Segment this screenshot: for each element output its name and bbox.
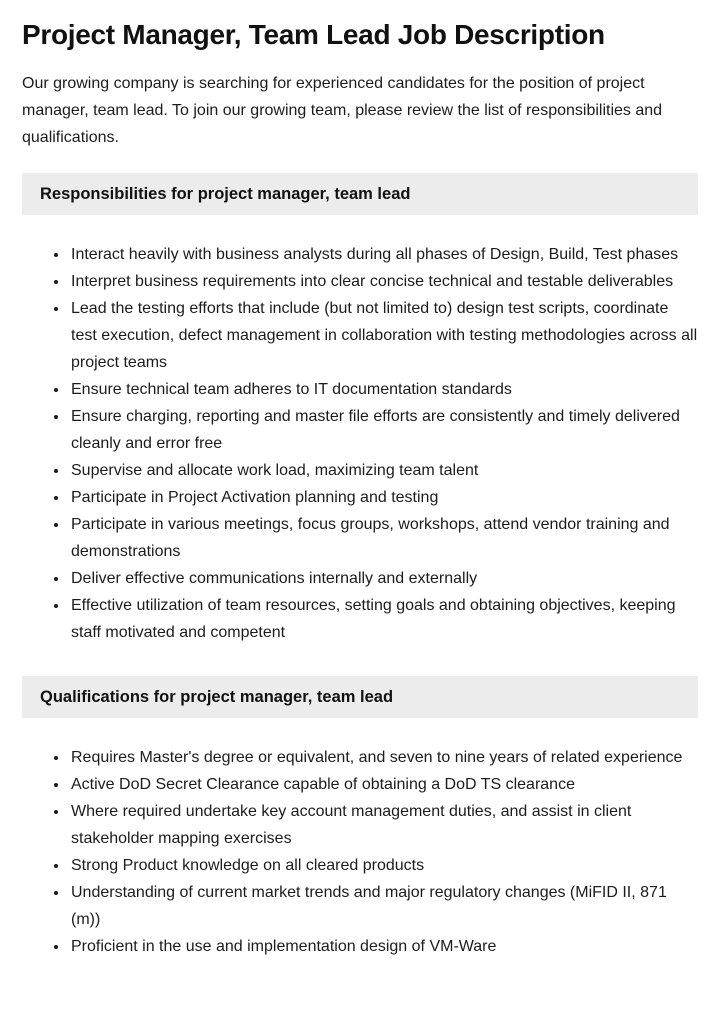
responsibility-item: • Interact heavily with business analysts during all phases of Design, Build, Test phases [69, 241, 698, 268]
responsibilities-section-header: Responsibilities for project manager, team lead [22, 173, 698, 215]
qualification-item: • Where required undertake key account management duties, and assist in client stakeholder mapping exercises [69, 798, 698, 852]
responsibilities-list [22, 241, 698, 646]
page-title: Project Manager, Team Lead Job Description [22, 19, 605, 50]
qualification-item: • Strong Product knowledge on all cleared products [69, 852, 698, 879]
responsibility-item: • Effective utilization of team resources, setting goals and obtaining objectives, keeping staff motivated and competent [69, 592, 698, 646]
qualification-item: • Proficient in the use and implementation design of VM-Ware [69, 933, 698, 960]
qualification-item: • Requires Master's degree or equivalent, and seven to nine years of related experience [69, 744, 698, 771]
responsibility-item: • Supervise and allocate work load, maximizing team talent [69, 457, 698, 484]
qualifications-section-header: Qualifications for project manager, team lead [22, 676, 698, 718]
intro-paragraph: Our growing company is searching for experienced candidates for the position of project manager, team lead. To join our growing team, please review the list of responsibilities and qualifications. [22, 75, 663, 146]
responsibility-item: • Lead the testing efforts that include (but not limited to) design test scripts, coordinate test execution, defect management in collaboration with testing methodologies across all project teams [69, 295, 698, 376]
responsibility-item: • Deliver effective communications internally and externally [69, 565, 698, 592]
responsibility-item: • Interpret business requirements into clear concise technical and testable deliverables [69, 268, 698, 295]
responsibility-item: • Ensure charging, reporting and master file efforts are consistently and timely delivered cleanly and error free [69, 403, 698, 457]
qualification-item: • Active DoD Secret Clearance capable of obtaining a DoD TS clearance [69, 771, 698, 798]
responsibility-item: • Participate in Project Activation planning and testing [69, 484, 698, 511]
qualification-item: • Understanding of current market trends and major regulatory changes (MiFID II, 871 (m)) [69, 879, 698, 933]
qualifications-list [22, 744, 698, 960]
responsibility-item: • Ensure technical team adheres to IT documentation standards [69, 376, 698, 403]
responsibility-item: • Participate in various meetings, focus groups, workshops, attend vendor training and demonstrations [69, 511, 698, 565]
